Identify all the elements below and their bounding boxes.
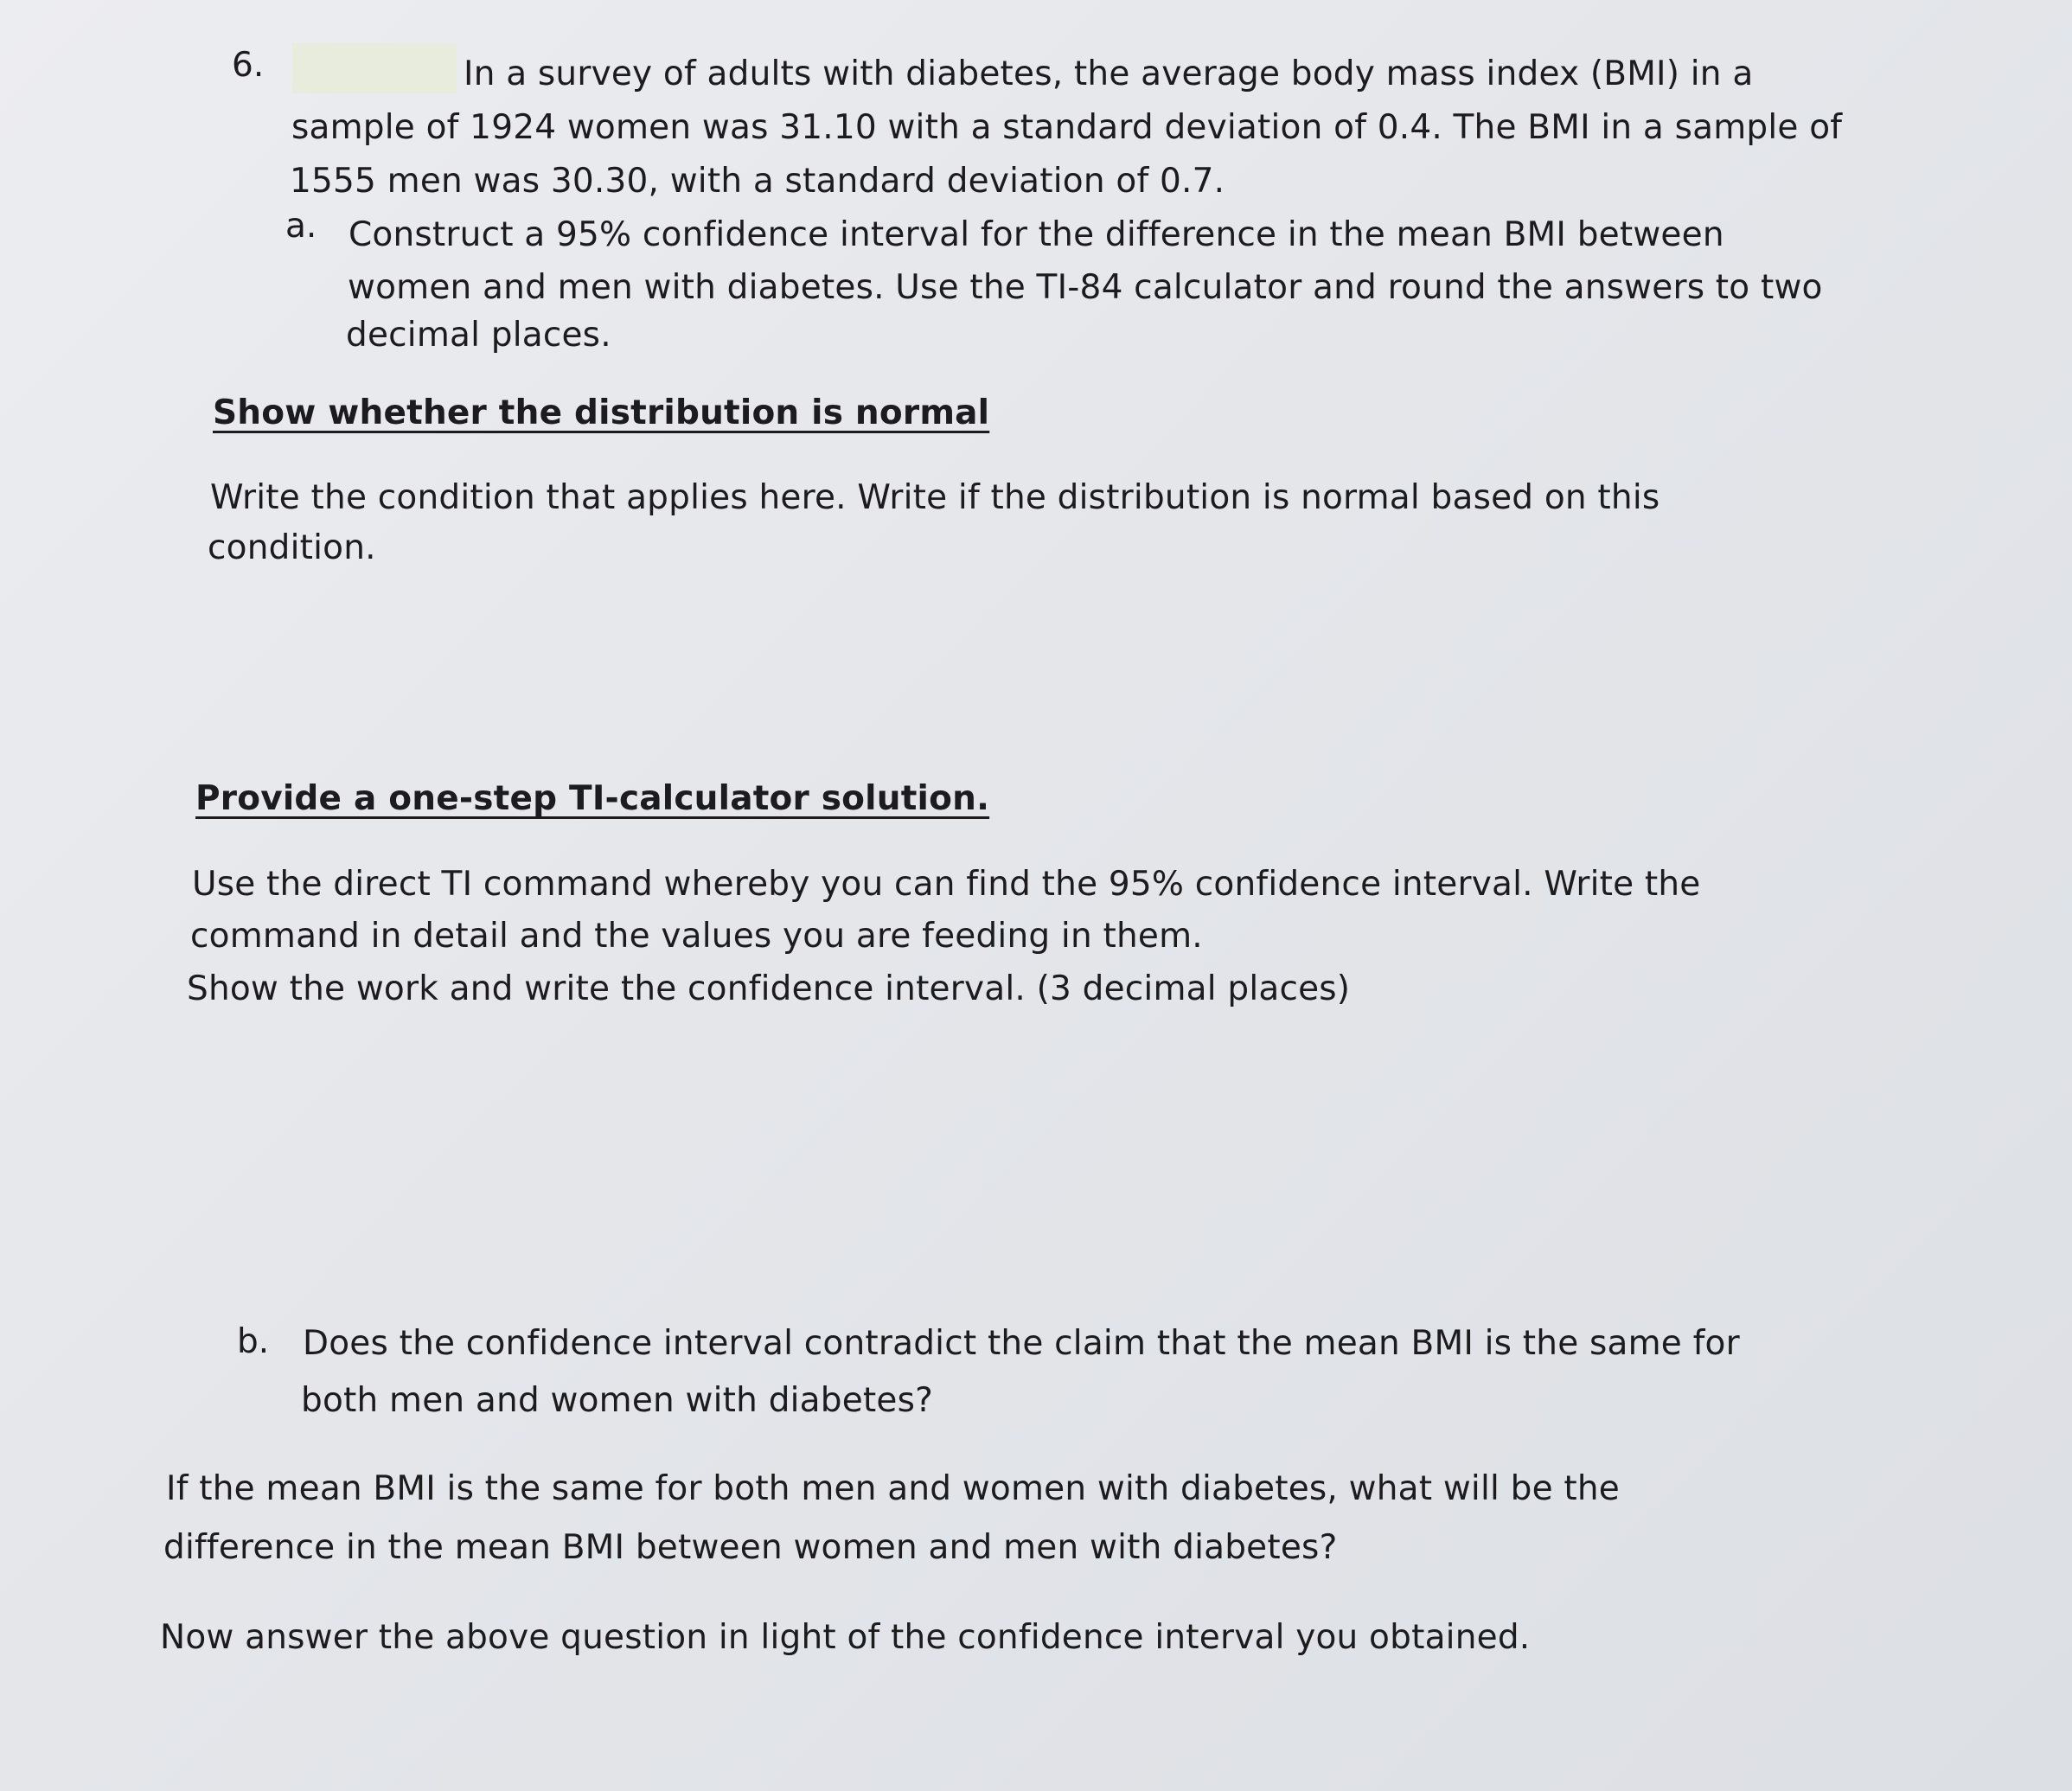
part-a-line-2: women and men with diabetes. Use the TI-84 calculator and round the answers to two <box>348 268 1823 307</box>
question-number: 6. <box>232 46 265 85</box>
intro-line-1: In a survey of adults with diabetes, the average body mass index (BMI) in a <box>464 54 1754 93</box>
ti-heading: Provide a one-step TI-calculator solution. <box>195 779 990 818</box>
normal-heading: Show whether the distribution is normal <box>213 393 990 432</box>
intro-line-2: sample of 1924 women was 31.10 with a standard deviation of 0.4. The BMI in a sample of <box>291 108 1843 147</box>
normal-line-1: Write the condition that applies here. Write if the distribution is normal based on this <box>210 478 1660 517</box>
part-b-marker: b. <box>237 1322 270 1361</box>
part-b-line-2: both men and women with diabetes? <box>301 1381 934 1420</box>
intro-line-3: 1555 men was 30.30, with a standard deviation of 0.7. <box>290 162 1225 201</box>
part-a-marker: a. <box>285 207 317 246</box>
ti-line-3: Show the work and write the confidence interval. (3 decimal places) <box>187 969 1351 1008</box>
followup-line-2: difference in the mean BMI between women and men with diabetes? <box>163 1528 1338 1567</box>
part-b-line-1: Does the confidence interval contradict the claim that the mean BMI is the same for <box>303 1324 1740 1363</box>
part-a-line-1: Construct a 95% confidence interval for the difference in the mean BMI between <box>349 215 1724 254</box>
part-a-line-3: decimal places. <box>346 316 611 355</box>
final-instruction: Now answer the above question in light of the confidence interval you obtained. <box>160 1618 1531 1657</box>
followup-line-1: If the mean BMI is the same for both men and women with diabetes, what will be the <box>166 1469 1620 1508</box>
highlight-mark <box>292 43 457 93</box>
ti-line-1: Use the direct TI command whereby you can find the 95% confidence interval. Write the <box>192 865 1701 904</box>
normal-line-2: condition. <box>208 528 376 567</box>
ti-line-2: command in detail and the values you are feeding in them. <box>190 917 1203 956</box>
